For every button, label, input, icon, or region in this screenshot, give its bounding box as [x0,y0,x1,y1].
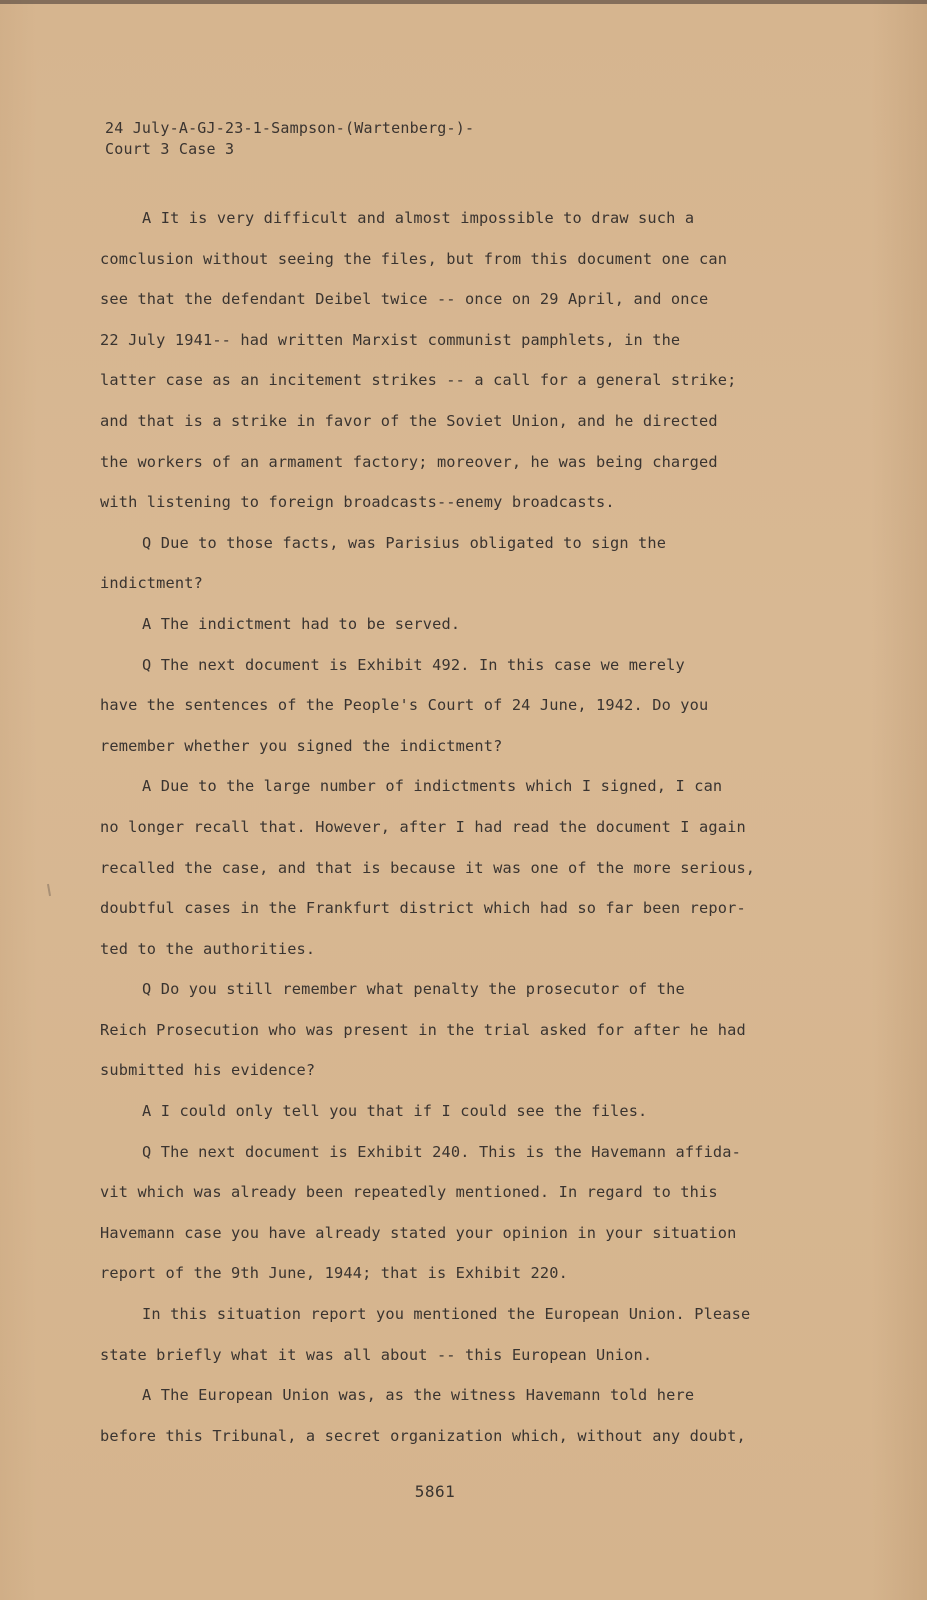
transcript-line: have the sentences of the People's Court of 24 June, 1942. Do you [100,696,709,715]
transcript-line: recalled the case, and that is because it was one of the more serious, [100,858,756,877]
transcript-body [100,198,820,1456]
page-number: 5861 [414,1482,456,1501]
page-top-edge [0,0,927,4]
transcript-line: A The European Union was, as the witness Havemann told here [142,1386,695,1405]
transcript-line: no longer recall that. However, after I had read the document I again [100,817,746,836]
transcript-line: remember whether you signed the indictment? [100,736,503,755]
transcript-line: report of the 9th June, 1944; that is Exhibit 220. [100,1264,568,1283]
transcript-line: state briefly what it was all about -- this European Union. [100,1345,653,1364]
transcript-line: Q The next document is Exhibit 492. In this case we merely [142,655,685,674]
transcript-line: Q The next document is Exhibit 240. This is the Havemann affida- [142,1142,742,1161]
transcript-line: see that the defendant Deibel twice -- once on 29 April, and once [100,290,709,309]
transcript-line: vit which was already been repeatedly mentioned. In regard to this [100,1183,718,1202]
transcript-line: Havemann case you have already stated your opinion in your situation [100,1223,737,1242]
transcript-line: Q Due to those facts, was Parisius obligated to sign the [142,533,667,552]
header-reference-line: 24 July-A-GJ-23-1-Sampson-(Wartenberg-)- [105,119,475,137]
transcript-line: A The indictment had to be served. [142,614,461,633]
header-court-line: Court 3 Case 3 [105,140,235,158]
transcript-line: 22 July 1941-- had written Marxist communist pamphlets, in the [100,330,681,349]
transcript-line: indictment? [100,574,203,593]
transcript-line: A It is very difficult and almost impossible to draw such a [142,209,695,227]
transcript-line: before this Tribunal, a secret organization which, without any doubt, [100,1426,746,1445]
transcript-line: the workers of an armament factory; moreover, he was being charged [100,452,718,471]
transcript-line: ted to the authorities. [100,939,316,958]
transcript-line: with listening to foreign broadcasts--enemy broadcasts. [100,493,615,512]
transcript-line: latter case as an incitement strikes -- a call for a general strike; [100,371,737,390]
transcript-line: Q Do you still remember what penalty the prosecutor of the [142,980,685,999]
transcript-line: submitted his evidence? [100,1061,316,1080]
document-header [105,118,474,160]
transcript-line: comclusion without seeing the files, but from this document one can [100,249,728,268]
transcript-line: In this situation report you mentioned the European Union. Please [142,1305,751,1324]
transcript-line: A I could only tell you that if I could see the files. [142,1102,648,1121]
stray-pen-mark [47,884,51,896]
transcript-line: A Due to the large number of indictments which I signed, I can [142,777,723,796]
transcript-line: and that is a strike in favor of the Soviet Union, and he directed [100,411,718,430]
transcript-line: Reich Prosecution who was present in the trial asked for after he had [100,1020,746,1039]
transcript-line: doubtful cases in the Frankfurt district which had so far been repor- [100,899,746,918]
